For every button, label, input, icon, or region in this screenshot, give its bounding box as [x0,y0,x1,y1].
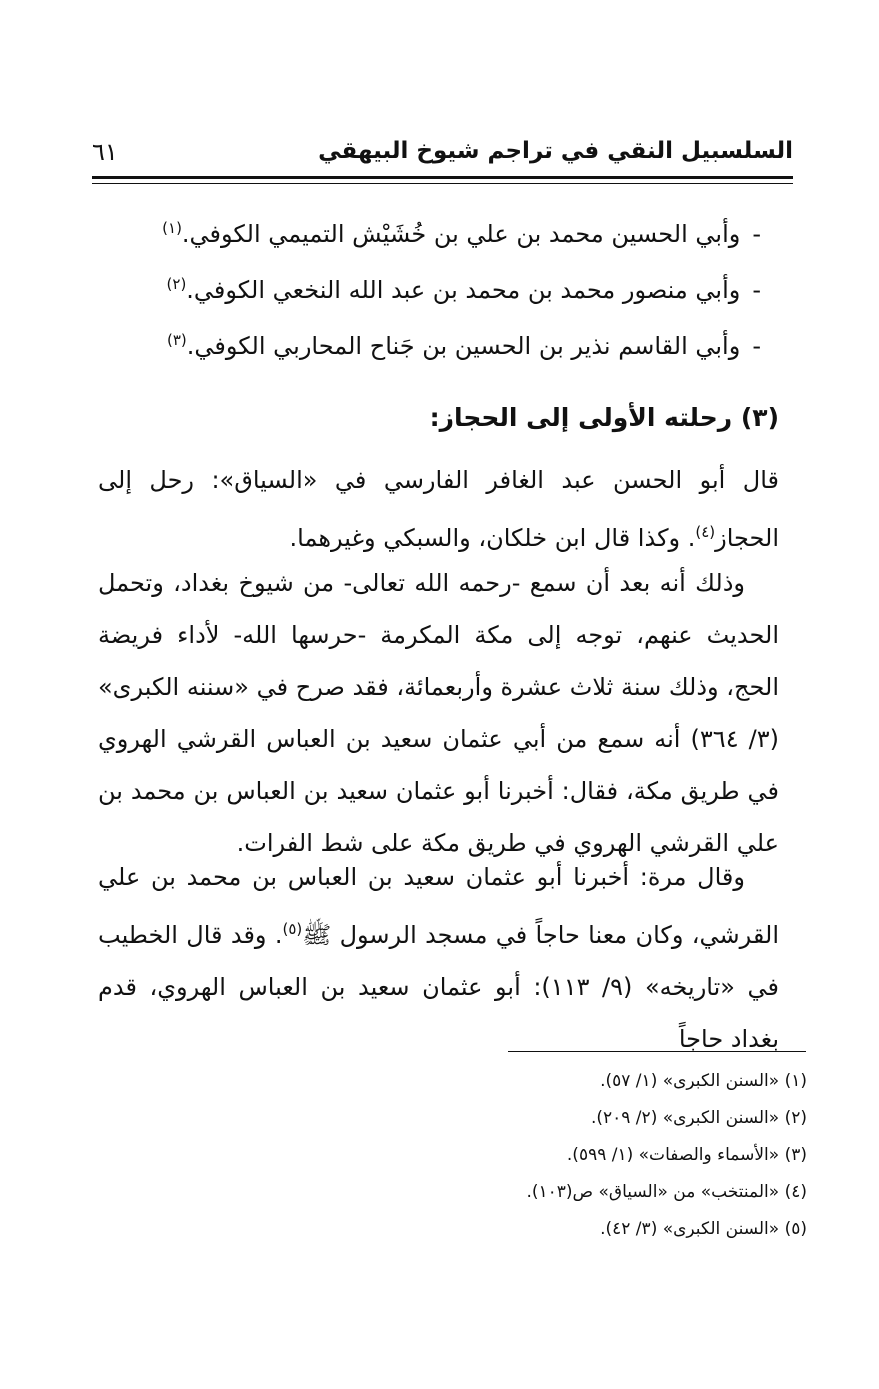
footnote-ref: (٣) [167,331,187,349]
footnote: (٤) «المنتخب» من «السياق» ص(١٠٣). [526,1182,807,1202]
list-item-text: وأبي منصور محمد بن محمد بن عبد الله النخعي الكوفي. [186,276,741,304]
footnotes [526,1063,807,1248]
paragraph-3-text-a: وقال مرة: أخبرنا أبو عثمان سعيد بن العباس بن محمد بن علي القرشي، وكان معنا حاجاً في مسجد الرسول ﷺ [98,863,779,949]
paragraph-3-text-b: . وقد قال الخطيب في «تاريخه» (٩/ ١١٣): أبو عثمان سعيد بن العباس الهروي، قدم بغداد حاجاً [98,921,780,1053]
footnote-ref: (١) [162,219,182,237]
footnote: (٢) «السنن الكبرى» (٢/ ٢٠٩). [590,1108,807,1128]
page-number: ٦١ [92,138,118,166]
footnote-ref: (٤) [695,523,716,541]
running-header-title: السلسبيل النقي في تراجم شيوخ البيهقي [318,138,793,164]
paragraph-3 [98,851,779,1065]
section-heading: (٣) رحلته الأولى إلى الحجاز: [429,403,779,432]
list-item-text: وأبي القاسم نذير بن الحسين بن جَناح المحاربي الكوفي. [186,332,741,360]
list-item [110,256,761,312]
teacher-list [110,200,761,368]
footnote-ref: (٢) [166,275,187,293]
footnote: (٥) «السنن الكبرى» (٣/ ٤٢). [600,1219,807,1239]
footnote-ref: (٥) [282,920,303,938]
list-dash: - [752,276,761,304]
list-item-text: وأبي الحسين محمد بن علي بن خُشَيْش التميمي الكوفي. [181,220,741,248]
list-dash: - [752,332,761,360]
header-rule-thick [92,176,793,179]
paragraph-1-text-b: . وكذا قال ابن خلكان، والسبكي وغيرهما. [289,524,696,552]
footnote: (١) «السنن الكبرى» (١/ ٥٧). [600,1071,807,1091]
paragraph-1 [98,454,779,564]
paragraph-2: وذلك أنه بعد أن سمع -رحمه الله تعالى- من شيوخ بغداد، وتحمل الحديث عنهم، توجه إلى مكة المكرمة -حرسها الله- لأداء فريضة الحج، وذلك سنة ثلاث عشرة وأربعمائة، فقد صرح في «سننه الكبرى» (٣/ ٣٦٤) أنه سمع من أبي عثمان سعيد بن العباس القرشي الهروي في طريق مكة، فقال: أخبرنا أبو عثمان سعيد بن العباس بن محمد بن علي القرشي الهروي في طريق مكة على شط الفرات. [98,569,779,857]
list-item [110,200,761,256]
running-header [92,138,793,178]
footnote-separator [508,1051,806,1052]
paragraph-1-text-a: قال أبو الحسن عبد الغافر الفارسي في «السياق»: رحل إلى الحجاز [98,466,779,552]
list-item [110,312,761,368]
list-dash: - [752,220,761,248]
header-rule-thin [92,183,793,184]
footnote: (٣) «الأسماء والصفات» (١/ ٥٩٩). [566,1145,807,1165]
